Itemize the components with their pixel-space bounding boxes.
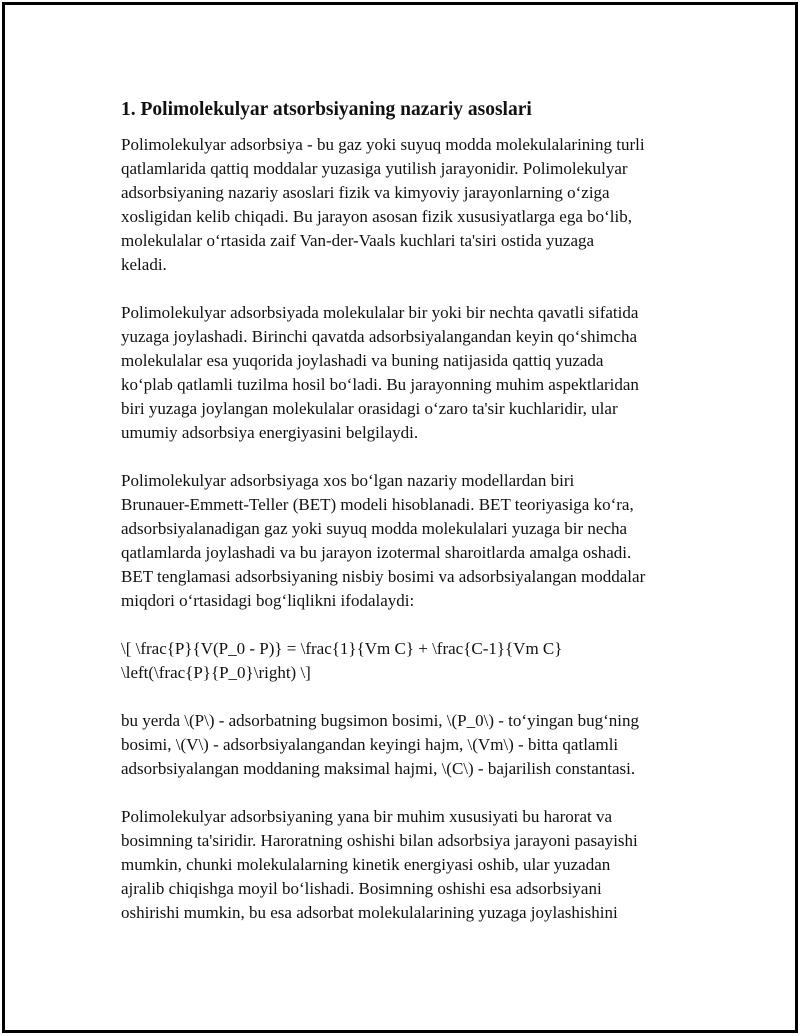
paragraph-variables (121, 709, 701, 781)
section-heading: 1. Polimolekulyar atsorbsiyaning nazariy asoslari (121, 99, 532, 120)
page-frame (2, 2, 798, 1033)
text-line: miqdori o‘rtasidagi bog‘liqlikni ifodalaydi: (121, 591, 415, 610)
text-line: adsorbsiyaning nazariy asoslari fizik va kimyoviy jarayonlarning o‘ziga (121, 183, 610, 202)
text-line: yuzaga joylashadi. Birinchi qavatda adsorbsiyalangandan keyin qo‘shimcha (121, 327, 637, 346)
text-line: molekulalar o‘rtasida zaif Van-der-Vaals kuchlari ta'siri ostida yuzaga (121, 231, 595, 250)
document-body (121, 97, 701, 949)
formula-block (121, 637, 701, 685)
text-line: Polimolekulyar adsorbsiya - bu gaz yoki suyuq modda molekulalarining turli (121, 135, 645, 154)
text-line: qatlamlarda joylashadi va bu jarayon izotermal sharoitlarda amalga oshadi. (121, 543, 632, 562)
text-line: adsorbsiyalangan moddaning maksimal hajmi, \(C\) - bajarilish constantasi. (121, 759, 636, 778)
text-line: ko‘plab qatlamli tuzilma hosil bo‘ladi. Bu jarayonning muhim aspektlaridan (121, 375, 639, 394)
text-line: bosimning ta'siridir. Haroratning oshishi bilan adsorbsiya jarayoni pasayishi (121, 831, 638, 850)
text-line: BET tenglamasi adsorbsiyaning nisbiy bosimi va adsorbsiyalangan moddalar (121, 567, 646, 586)
formula-line: \left(\frac{P}{P_0}\right) \] (121, 663, 311, 682)
formula-line: \[ \frac{P}{V(P_0 - P)} = \frac{1}{Vm C} + \frac{C-1}{Vm C} (121, 639, 563, 658)
paragraph-3 (121, 469, 701, 613)
paragraph-5 (121, 805, 701, 925)
text-line: oshirishi mumkin, bu esa adsorbat molekulalarining yuzaga joylashishini (121, 903, 618, 922)
paragraph-1 (121, 133, 701, 277)
text-line: Brunauer-Emmett-Teller (BET) modeli hisoblanadi. BET teoriyasiga ko‘ra, (121, 495, 634, 514)
text-line: keladi. (121, 255, 167, 274)
text-line: xosligidan kelib chiqadi. Bu jarayon asosan fizik xususiyatlarga ega bo‘lib, (121, 207, 632, 226)
text-line: Polimolekulyar adsorbsiyaning yana bir muhim xususiyati bu harorat va (121, 807, 613, 826)
paragraph-2 (121, 301, 701, 445)
text-line: umumiy adsorbsiya energiyasini belgilaydi. (121, 423, 419, 442)
text-line: qatlamlarida qattiq moddalar yuzasiga yutilish jarayonidir. Polimolekulyar (121, 159, 628, 178)
text-line: ajralib chiqishga moyil bo‘lishadi. Bosimning oshishi esa adsorbsiyani (121, 879, 602, 898)
text-line: bosimi, \(V\) - adsorbsiyalangandan keyingi hajm, \(Vm\) - bitta qatlamli (121, 735, 619, 754)
text-line: mumkin, chunki molekulalarning kinetik energiyasi oshib, ular yuzadan (121, 855, 611, 874)
text-line: bu yerda \(P\) - adsorbatning bugsimon bosimi, \(P_0\) - to‘yingan bug‘ning (121, 711, 639, 730)
text-line: adsorbsiyalanadigan gaz yoki suyuq modda molekulalari yuzaga bir necha (121, 519, 628, 538)
text-line: Polimolekulyar adsorbsiyada molekulalar bir yoki bir nechta qavatli sifatida (121, 303, 639, 322)
text-line: biri yuzaga joylangan molekulalar orasidagi o‘zaro ta'sir kuchlaridir, ular (121, 399, 618, 418)
text-line: Polimolekulyar adsorbsiyaga xos bo‘lgan nazariy modellardan biri (121, 471, 575, 490)
text-line: molekulalar esa yuqorida joylashadi va buning natijasida qattiq yuzada (121, 351, 604, 370)
